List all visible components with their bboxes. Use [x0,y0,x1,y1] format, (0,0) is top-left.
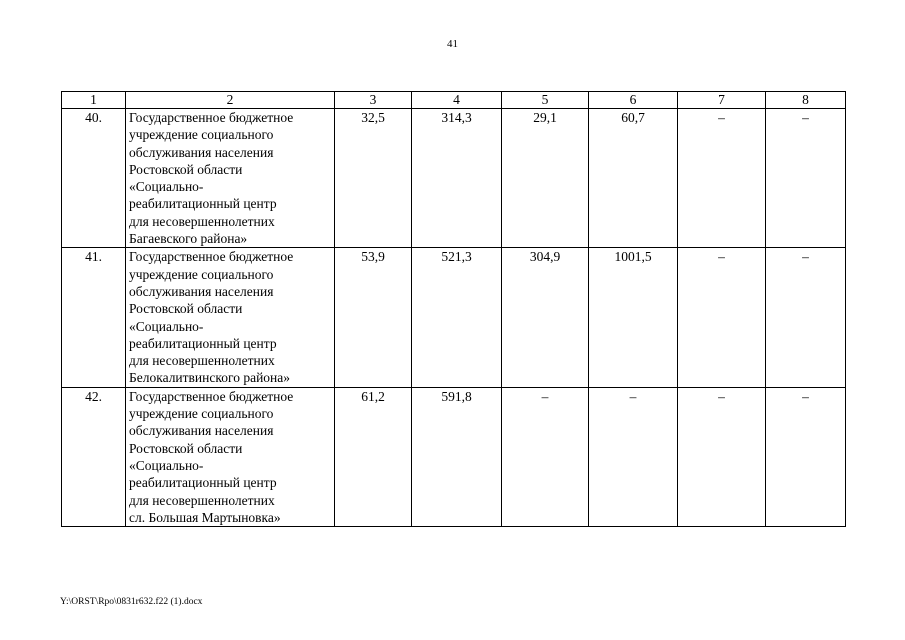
header-cell-col-7: 7 [678,92,766,109]
institution-name-cell [126,248,335,387]
row-number-cell: 42. [62,387,126,526]
page-number: 41 [447,38,458,50]
institution-name-line: Ростовской области [129,440,243,456]
table-row [62,109,846,248]
value-cell-col-7: – [678,387,766,526]
institution-name-line: Багаевского района» [129,231,248,247]
row-number-cell: 40. [62,109,126,248]
institution-name-line: «Социально- [129,179,204,195]
value-cell-col-8: – [766,248,846,387]
value-cell-col-6: 60,7 [589,109,678,248]
header-cell-col-4: 4 [412,92,502,109]
institution-name-line: обслуживания населения [129,423,274,439]
institution-name-line: для несовершеннолетних [129,353,275,369]
institution-name-line: Государственное бюджетное [129,110,294,125]
value-cell-col-8: – [766,109,846,248]
header-cell-col-6: 6 [589,92,678,109]
institution-name-cell [126,109,335,248]
institution-name-line: Белокалитвинского района» [129,370,291,386]
institution-name-line: учреждение социального [129,266,274,282]
value-cell-col-4: 521,3 [412,248,502,387]
institution-name-line: сл. Большая Мартыновка» [129,509,281,525]
institution-name-line: Ростовской области [129,301,243,317]
value-cell-col-4: 314,3 [412,109,502,248]
data-table [61,91,846,527]
header-cell-col-3: 3 [335,92,412,109]
value-cell-col-5: – [502,387,589,526]
value-cell-col-3: 32,5 [335,109,412,248]
value-cell-col-5: 29,1 [502,109,589,248]
institution-name-line: реабилитационный центр [129,335,277,351]
value-cell-col-5: 304,9 [502,248,589,387]
header-cell-col-1: 1 [62,92,126,109]
institution-name-line: Государственное бюджетное [129,249,294,265]
table-header-row [62,92,846,109]
institution-name-line: обслуживания населения [129,283,274,299]
institution-name-line: реабилитационный центр [129,196,277,212]
header-cell-col-5: 5 [502,92,589,109]
institution-name-line: «Социально- [129,318,204,334]
value-cell-col-7: – [678,248,766,387]
value-cell-col-6: 1001,5 [589,248,678,387]
header-cell-col-8: 8 [766,92,846,109]
institution-name-line: учреждение социального [129,406,274,422]
institution-name-line: Ростовской области [129,161,243,177]
table-row [62,387,846,526]
institution-name-line: Государственное бюджетное [129,388,294,404]
value-cell-col-7: – [678,109,766,248]
row-number-cell: 41. [62,248,126,387]
institution-name-line: реабилитационный центр [129,475,277,491]
institution-name-cell [126,387,335,526]
footer-file-path: Y:\ORST\Rpo\0831r632.f22 (1).docx [60,597,203,607]
header-cell-col-2: 2 [126,92,335,109]
value-cell-col-3: 61,2 [335,387,412,526]
institution-name-line: для несовершеннолетних [129,213,275,229]
value-cell-col-6: – [589,387,678,526]
institution-name-line: обслуживания населения [129,144,274,160]
value-cell-col-8: – [766,387,846,526]
institution-name-line: «Социально- [129,457,204,473]
value-cell-col-4: 591,8 [412,387,502,526]
table-row [62,248,846,387]
institution-name-line: учреждение социального [129,127,274,143]
value-cell-col-3: 53,9 [335,248,412,387]
institution-name-line: для несовершеннолетних [129,492,275,508]
